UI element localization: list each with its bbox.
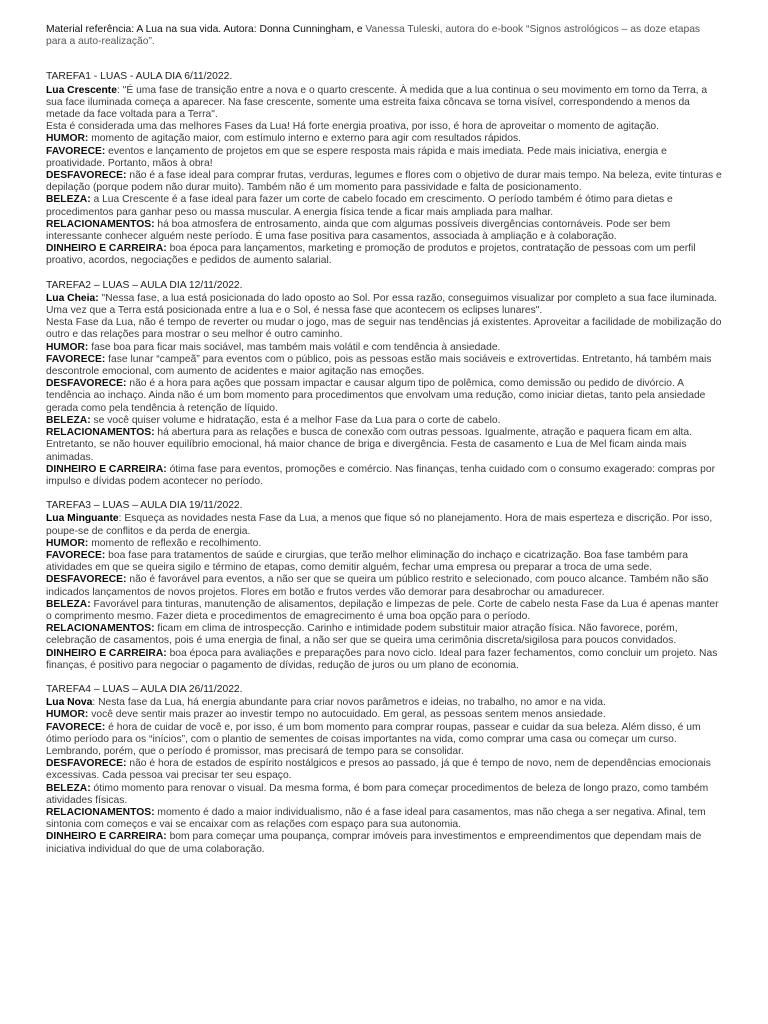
intro-entry [46, 121, 722, 133]
entry-label: RELACIONAMENTOS: [46, 623, 155, 635]
page-content [46, 24, 722, 868]
reference-note [46, 24, 722, 48]
entry-label: HUMOR: [46, 341, 89, 353]
entry-label: DINHEIRO E CARREIRA: [46, 831, 167, 843]
entry-label: DESFAVORECE: [46, 574, 127, 586]
relacionamentos-entry [46, 219, 722, 243]
favorece-entry [46, 550, 722, 574]
beleza-entry [46, 599, 722, 623]
relacionamentos-entry [46, 623, 722, 647]
relacionamentos-entry [46, 427, 722, 464]
desfavorece-entry [46, 378, 722, 415]
dinheiro-carreira-entry [46, 464, 722, 488]
reference-part-1: Material referência: A Lua na sua vida. Autora: Donna Cunningham, e [46, 24, 366, 35]
moon-phase-entry [46, 697, 722, 709]
entry-text: momento de agitação maior, com estímulo interno e externo para agir com resultados rápidos. [88, 133, 522, 145]
phase-label: Lua Minguante [46, 513, 119, 525]
moon-phase-entry [46, 293, 722, 317]
task-section-2 [46, 280, 722, 488]
desfavorece-entry [46, 170, 722, 194]
entry-text: bom para começar uma poupança, comprar imóveis para investimentos e empreendimentos que dependam mais de iniciativa individual do que de uma colaboração. [46, 831, 702, 855]
reference-part-2: Vanessa Tuleski, autora do e-book “Signos astrológicos – as doze etapas para a auto-realização”. [46, 24, 701, 48]
entry-text: eventos e lançamento de projetos em que se espere resposta mais rápida e mais imediata. Pede mais iniciativa, energia e proatividade. Portanto, mãos à obra! [46, 145, 667, 169]
phase-label: Lua Cheia: [46, 292, 99, 304]
moon-phase-entry [46, 513, 722, 537]
dinheiro-carreira-entry [46, 831, 722, 855]
beleza-entry [46, 415, 722, 427]
entry-label: RELACIONAMENTOS: [46, 427, 155, 439]
entry-label: DINHEIRO E CARREIRA: [46, 647, 167, 659]
entry-label: FAVORECE: [46, 145, 106, 157]
phase-label: Lua Nova [46, 697, 93, 709]
entry-text: você deve sentir mais prazer ao investir tempo no autocuidado. Em geral, as pessoas sentem menos ansiedade. [88, 709, 606, 721]
entry-text: é hora de cuidar de você e, por isso, é um bom momento para comprar roupas, passear e cuidar da sua beleza. Além disso, é um ótimo período para os “inícios”, com o plantio de sementes de coisas importantes na vida, como comprar uma casa ou começar um curso. Lembrando, porém, que o período é promissor, mas precisará de tempo para se consolidar. [46, 721, 701, 757]
entry-text: há abertura para as relações e busca de conexão com outras pessoas. Igualmente, atração e paquera ficam em alta. Entretanto, se não houver equilíbrio emocional, há maior chance de briga e divergência. Festa de casamento e Lua de Mel ficam ainda mais animadas. [46, 427, 692, 463]
task-section-4 [46, 684, 722, 856]
entry-text: ficam em clima de introspecção. Carinho e intimidade podem substituir maior atração física. Não favorece, porém, celebração de casamentos, pois é uma energia de final, a não ser que se queira uma cerimônia discreta/sigilosa para poucos convidados. [46, 623, 678, 647]
entry-text: momento é dado a maior individualismo, não é a fase ideal para casamentos, mas não chega a ser negativa. Afinal, tem sintonia com começos e vai se encaixar com as relações com espaço para sua autonomia. [46, 806, 706, 831]
entry-text: fase lunar “campeã” para eventos com o público, pois as pessoas estão mais sociáveis e extrovertidas. Entretanto, há também mais descontrole emocional, com aumento de acidentes e maior agitação nas emoções. [46, 353, 712, 378]
entry-text: Nesta Fase da Lua, não é tempo de reverter ou mudar o jogo, mas de seguir nas tendências já existentes. Aproveitar a facilidade de mobilização do outro e das relações para mostrar o seu melhor é outro caminho. [46, 317, 722, 341]
humor-entry [46, 709, 722, 721]
phase-text: : Nesta fase da Lua, há energia abundante para criar novos parâmetros e ideias, no trabalho, no amor e na vida. [92, 697, 606, 709]
phase-text: "Nessa fase, a lua está posicionada do lado oposto ao Sol. Por essa razão, conseguimos visualizar por completo a sua face iluminada. Uma vez que a Terra está posicionada entre a lua e o Sol, é nessa fase que acontecem os eclipses lunares". [46, 292, 718, 317]
desfavorece-entry [46, 758, 722, 782]
entry-text: momento de reflexão e recolhimento. [88, 537, 262, 549]
task-section-1 [46, 71, 722, 267]
entry-label: RELACIONAMENTOS: [46, 218, 155, 230]
entry-text: se você quiser volume e hidratação, esta é a melhor Fase da Lua para o corte de cabelo. [90, 414, 501, 426]
favorece-entry [46, 722, 722, 759]
dinheiro-carreira-entry [46, 648, 722, 672]
favorece-entry [46, 354, 722, 378]
task-title: TAREFA4 – LUAS – AULA DIA 26/11/2022. [46, 683, 243, 695]
beleza-entry [46, 194, 722, 218]
entry-label: DESFAVORECE: [46, 758, 127, 770]
humor-entry [46, 133, 722, 145]
phase-text: : "É uma fase de transição entre a nova e o quarto crescente. À medida que a lua continua o seu movimento em torno da Terra, a sua face iluminada começa a aparecer. Na fase crescente, somente uma estreita faixa côncava se torna visível, correspondendo a menos da metade da face voltada para a Terra". [46, 84, 708, 121]
desfavorece-entry [46, 574, 722, 598]
entry-text: fase boa para ficar mais sociável, mas também mais volátil e com tendência à ansiedade. [88, 341, 501, 353]
entry-label: BELEZA: [46, 782, 91, 794]
entry-label: HUMOR: [46, 133, 89, 145]
dinheiro-carreira-entry [46, 243, 722, 267]
favorece-entry [46, 146, 722, 170]
entry-text: não é favorável para eventos, a não ser que se queira um público restrito e selecionado, com pouco alcance. Também não são indicados lançamentos de novos projetos. Flores em botão e frutos verdes vão demorar para desabrochar ou amadurecer. [46, 574, 709, 598]
humor-entry [46, 538, 722, 550]
entry-label: FAVORECE: [46, 353, 106, 365]
task-title: TAREFA1 - LUAS - AULA DIA 6/11/2022. [46, 71, 233, 83]
task-section-3 [46, 500, 722, 672]
entry-label: RELACIONAMENTOS: [46, 806, 155, 818]
entry-text: boa época para lançamentos, marketing e promoção de produtos e projetos, contratação de pessoas com um perfil proativo, acordos, negociações e pedidos de aumento salarial. [46, 243, 696, 267]
entry-text: ótima fase para eventos, promoções e comércio. Nas finanças, tenha cuidado com o consumo exagerado: compras por impulso e dívidas podem acontecer no período. [46, 463, 716, 487]
entry-label: HUMOR: [46, 709, 89, 721]
entry-label: DESFAVORECE: [46, 378, 127, 390]
entry-label: DINHEIRO E CARREIRA: [46, 243, 167, 255]
entry-text: ótimo momento para renovar o visual. Da mesma forma, é bom para começar procedimentos de beleza de longo prazo, como também atividades físicas. [46, 782, 709, 806]
relacionamentos-entry [46, 807, 722, 831]
entry-text: há boa atmosfera de entrosamento, ainda que com algumas possíveis divergências contornáveis. Pode ser bem interessante conhecer alguém neste período. É uma fase positiva para casamentos, associada à ampliação e à colaboração. [46, 218, 671, 243]
entry-label: DESFAVORECE: [46, 170, 127, 182]
entry-text: não é a fase ideal para comprar frutas, verduras, legumes e flores com o objetivo de durar mais tempo. Na beleza, evite tinturas e depilação (porque podem não durar muito). Também não é um momento para passividade e falta de posicionamento. [46, 170, 722, 194]
entry-text: não é hora de estados de espírito nostálgicos e presos ao passado, já que é tempo de novo, nem de dependências emocionais excessivas. Cada pessoa vai precisar ter seu espaço. [46, 758, 711, 782]
entry-label: HUMOR: [46, 537, 89, 549]
phase-text: : Esqueça as novidades nesta Fase da Lua, a menos que fique só no planejamento. Hora de mais esperteza e discrição. Por isso, poupe-se de conflitos e da perda de energia. [46, 513, 713, 537]
entry-label: BELEZA: [46, 194, 91, 206]
entry-text: boa fase para tratamentos de saúde e cirurgias, que terão melhor eliminação do inchaço e cicatrização. Boa fase também para atividades em que se queira sigilo e término de etapas, como demitir alguém, fechar uma empresa ou preparar a troca de uma sede. [46, 549, 688, 574]
entry-label: DINHEIRO E CARREIRA: [46, 463, 167, 475]
entry-text: a Lua Crescente é a fase ideal para fazer um corte de cabelo focado em crescimento. O período também é ótimo para dietas e procedimentos para ganhar peso ou massa muscular. A energia física tende a ficar mais ampliada para malhar. [46, 194, 673, 218]
entry-text: boa época para avaliações e preparações para novo ciclo. Ideal para fazer fechamentos, como concluir um projeto. Nas finanças, é positivo para negociar o pagamento de dívidas, redução de juros ou um plano de economia. [46, 647, 718, 671]
entry-label: BELEZA: [46, 598, 91, 610]
task-title: TAREFA3 – LUAS – AULA DIA 19/11/2022. [46, 500, 243, 512]
entry-label: BELEZA: [46, 414, 91, 426]
humor-entry [46, 342, 722, 354]
intro-entry [46, 317, 722, 341]
phase-label: Lua Crescente [46, 84, 117, 96]
task-title: TAREFA2 – LUAS – AULA DIA 12/11/2022. [46, 279, 243, 291]
entry-text: Favorável para tinturas, manutenção de alisamentos, depilação e limpezas de pele. Corte de cabelo nesta Fase da Lua é apenas manter o comprimento mesmo. Fazer dieta e procedimentos de emagrecimento é uma boa opção para o período. [46, 598, 719, 622]
entry-text: Esta é considerada uma das melhores Fases da Lua! Há forte energia proativa, por isso, é hora de aproveitar o momento de agitação. [46, 121, 660, 133]
entry-text: não é a hora para ações que possam impactar e causar algum tipo de polêmica, como demissão ou pedido de divórcio. A tendência ao inchaço. Ainda não é um bom momento para procedimentos que envolvam uma redução, como iniciar dietas, tanto pela ansiedade gerada como pela tendência à retenção de líquido. [46, 378, 706, 414]
moon-phase-entry [46, 85, 722, 122]
entry-label: FAVORECE: [46, 721, 106, 733]
entry-label: FAVORECE: [46, 549, 106, 561]
beleza-entry [46, 783, 722, 807]
